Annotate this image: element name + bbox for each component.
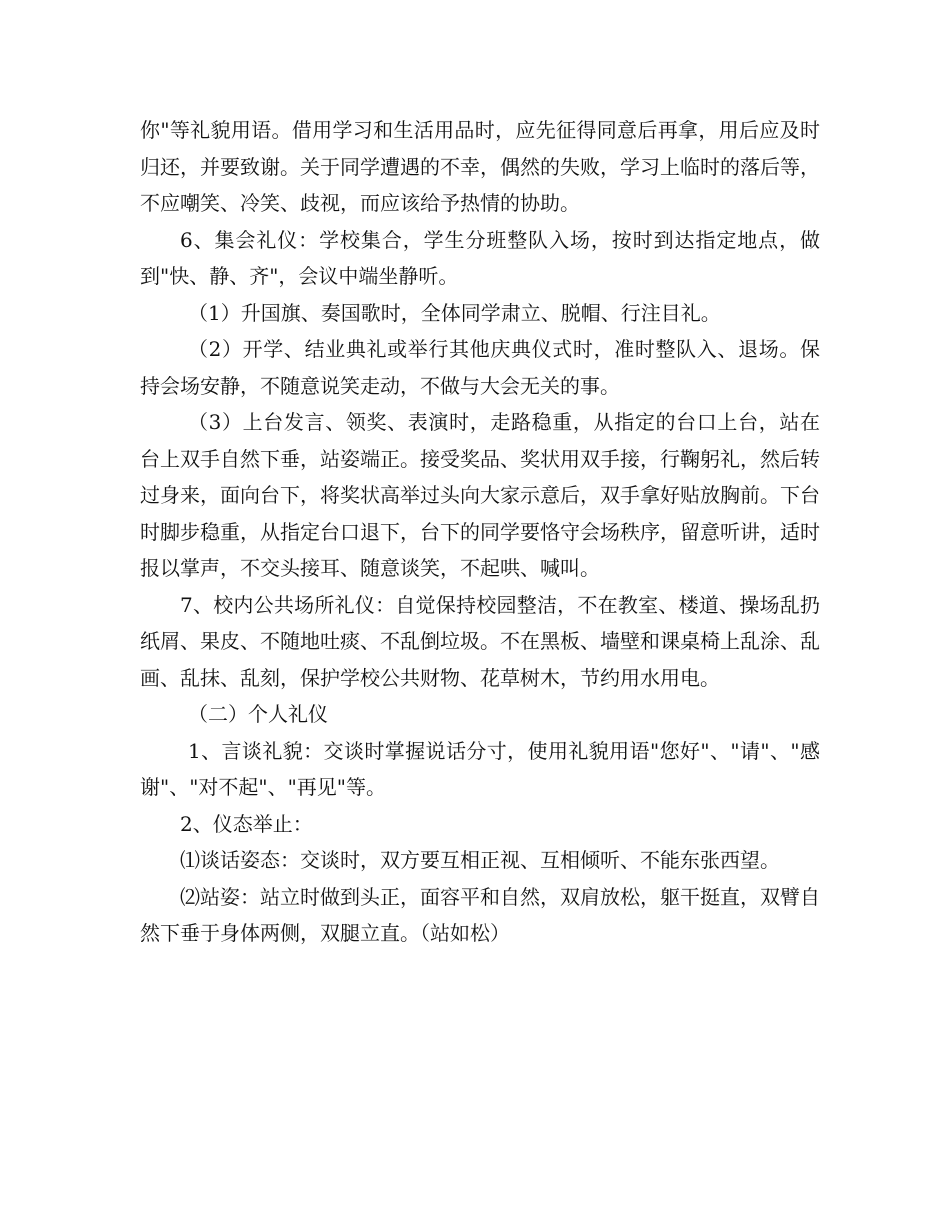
paragraph-continuation: 你"等礼貌用语。借用学习和生活用品时，应先征得同意后再拿，用后应及时归还，并要致谢。关于同学遭遇的不幸，偶然的失败，学习上临时的落后等，不应嘲笑、冷笑、歧视，而应该给予热情的协助。 [140,118,820,215]
paragraph-public-places: 7、校内公共场所礼仪：自觉保持校园整洁，不在教室、楼道、操场乱扔纸屑、果皮、不随地吐痰、不乱倒垃圾。不在黑板、墙壁和课桌椅上乱涂、乱画、乱抹、乱刻，保护学校公共财物、花草树木，节约用水用电。 [140,592,820,690]
paragraph-standing-posture: ⑵站姿：站立时做到头正，面容平和自然，双肩放松，躯干挺直，双臂自然下垂于身体两侧，双腿立直。（站如松） [140,884,820,945]
paragraph-ceremony: （2）开学、结业典礼或举行其他庆典仪式时，准时整队入、退场。保持会场安静，不随意说笑走动，不做与大会无关的事。 [140,337,820,398]
section-heading-personal-etiquette: （二）个人礼仪 [188,702,328,726]
document-body [140,112,820,952]
paragraph-talking-posture: ⑴谈话姿态：交谈时，双方要互相正视、互相倾听、不能东张西望。 [180,848,780,872]
paragraph-polite-speech: 1、言谈礼貌：交谈时掌握说话分寸，使用礼貌用语"您好"、"请"、"感谢"、"对不起"、"再见"等。 [140,738,820,799]
paragraph-stage-conduct: （3）上台发言、领奖、表演时，走路稳重，从指定的台口上台，站在台上双手自然下垂，站姿端正。接受奖品、奖状用双手接，行鞠躬礼，然后转过身来，面向台下，将奖状高举过头向大家示意后，双手拿好贴放胸前。下台时脚步稳重，从指定台口退下，台下的同学要恪守会场秩序，留意听讲，适时报以掌声，不交头接耳、随意谈笑，不起哄、喊叫。 [140,410,820,580]
paragraph-deportment-heading: 2、仪态举止： [180,811,313,836]
paragraph-flag-raising: （1）升国旗、奏国歌时，全体同学肃立、脱帽、行注目礼。 [188,300,721,325]
paragraph-assembly-etiquette: 6、集会礼仪：学校集合，学生分班整队入场，按时到达指定地点，做到"快、静、齐"，会议中端坐静听。 [140,227,820,288]
